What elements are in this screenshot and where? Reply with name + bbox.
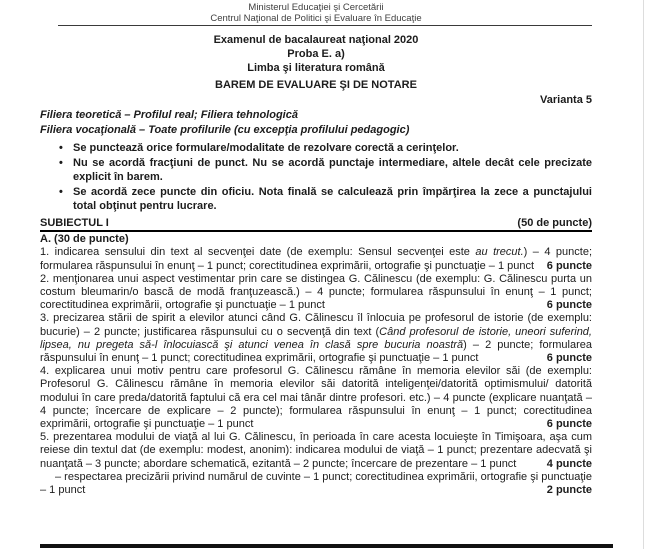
variant-label: Varianta 5 (540, 94, 592, 106)
item-text: – respectarea precizării privind numărul de cuvinte – 1 punct; corectitudinea exprimării, ortografie şi punctuaţie – 1 punct (40, 470, 592, 497)
part-a-heading: A. (30 de puncte) (40, 233, 129, 246)
title-block (40, 33, 592, 92)
rubric-items (40, 246, 592, 497)
item-score: 6 puncte (546, 259, 592, 272)
rubric-item (40, 312, 592, 365)
item-text: 2. menţionarea unui aspect vestimentar prin care se distingea G. Călinescu (de exemplu: G. Călinescu purta un costum bleumarin/o bască de modă franţuzească.) – 4 puncte; formularea răspunsului în enunţ – 1 punct; corectitudinea exprimării, ortografie şi punctuaţie – 1 punct (40, 272, 592, 312)
exam-subject: Limba şi literatura română (247, 62, 385, 74)
item-score: 6 puncte (546, 299, 592, 312)
item-text: 1. indicarea sensului din text al secvenţei date (de exemplu: Sensul secvenţei este au trecut.) – 4 puncte; formularea răspunsului în enunţ – 1 punct; corectitudinea exprimării, ortografie şi punctuaţie – 1 punct (40, 246, 593, 272)
bullet-icon: • (59, 142, 63, 154)
grading-rules (40, 142, 592, 213)
rule-text: Se acordă zece puncte din oficiu. Nota finală se calculează prin împărţirea la zece a punctajului total obţinut pentru lucrare. (73, 186, 592, 212)
bullet-icon: • (59, 186, 63, 199)
rule-item (40, 186, 592, 213)
page-edge-line (643, 0, 644, 549)
rubric-item (40, 471, 592, 497)
barem-title: BAREM DE EVALUARE ŞI DE NOTARE (215, 79, 417, 91)
ministry-name: Ministerul Educaţiei şi Cercetării (248, 2, 384, 13)
section-points: (50 de puncte) (517, 217, 592, 230)
rule-text: Se punctează orice formulare/modalitate de rezolvare corectă a cerinţelor. (73, 142, 459, 154)
rule-item (40, 142, 592, 155)
bullet-icon: • (59, 157, 63, 170)
rubric-item (40, 273, 592, 313)
item-score: 6 puncte (546, 418, 592, 431)
item-score: 6 puncte (546, 352, 592, 365)
rubric-item (40, 431, 592, 471)
item-text: 5. prezentarea modului de viaţă al lui G. Călinescu, în perioada în care acesta locuieşte în Timişoara, aşa cum reiese din textul dat (de exemplu: modest, anonim): indicarea modului de viaţă – 1 punct; prezentare adecvată şi nuanţată – 3 puncte; abordare schematică, ezitantă – 2 puncte; încercare de prezentare – 1 punct (40, 431, 592, 470)
filiera-line-2: Filiera vocaţională – Toate profilurile (cu excepţia profilului pedagogic) (40, 124, 410, 136)
rule-item (40, 157, 592, 184)
item-text: 4. explicarea unui motiv pentru care profesorul G. Călinescu rămâne în memoria elevilor săi (de exemplu: Profesorul G. Călinescu rămâne în memoria elevilor săi datorită inteligenţei/datorită optimismului/ datorită modului în care preda/datorită faptului că era cel mai tânăr dintre profesori. etc.) – 4 puncte (explicare nuanţată – 4 puncte; încercare de explicare – 2 puncte); formularea răspunsului în enunţ – 1 punct; corectitudinea exprimării, ortografie şi punctuaţie – 1 punct (40, 365, 592, 431)
center-name: Centrul Naţional de Politici şi Evaluare în Educaţie (210, 13, 422, 24)
rubric-item (40, 365, 592, 431)
item-score: 2 puncte (546, 484, 592, 497)
exam-title: Examenul de bacalaureat naţional 2020 (213, 34, 419, 46)
filiera-line-1: Filiera teoretică – Profilul real; Filiera tehnologică (40, 109, 298, 121)
section-header (40, 216, 592, 232)
item-score: 4 puncte (546, 457, 592, 470)
item-text: 3. precizarea stării de spirit a elevilor atunci când G. Călinescu îl înlocuia pe profesorul de istorie (de exemplu: bucurie) – 2 puncte; justificarea răspunsului cu o secvenţă din text (Când profesorul de istorie, uneori suferind, lipsea, nu pregeta să-l înlocuiască şi atunci venea în clasă spre bucuria noastră) – 2 puncte; formularea răspunsului în enunţ – 1 punct; corectitudinea exprimării, ortografie şi punctuaţie – 1 punct (40, 312, 592, 365)
rubric-item (40, 246, 592, 272)
exam-probe: Proba E. a) (287, 48, 345, 60)
bottom-section-divider (40, 544, 613, 548)
section-title: SUBIECTUL I (40, 217, 109, 230)
header-divider (58, 25, 592, 26)
rule-text: Nu se acordă fracţiuni de punct. Nu se acordă punctaje intermediare, altele decât cele precizate explicit în barem. (73, 157, 592, 183)
